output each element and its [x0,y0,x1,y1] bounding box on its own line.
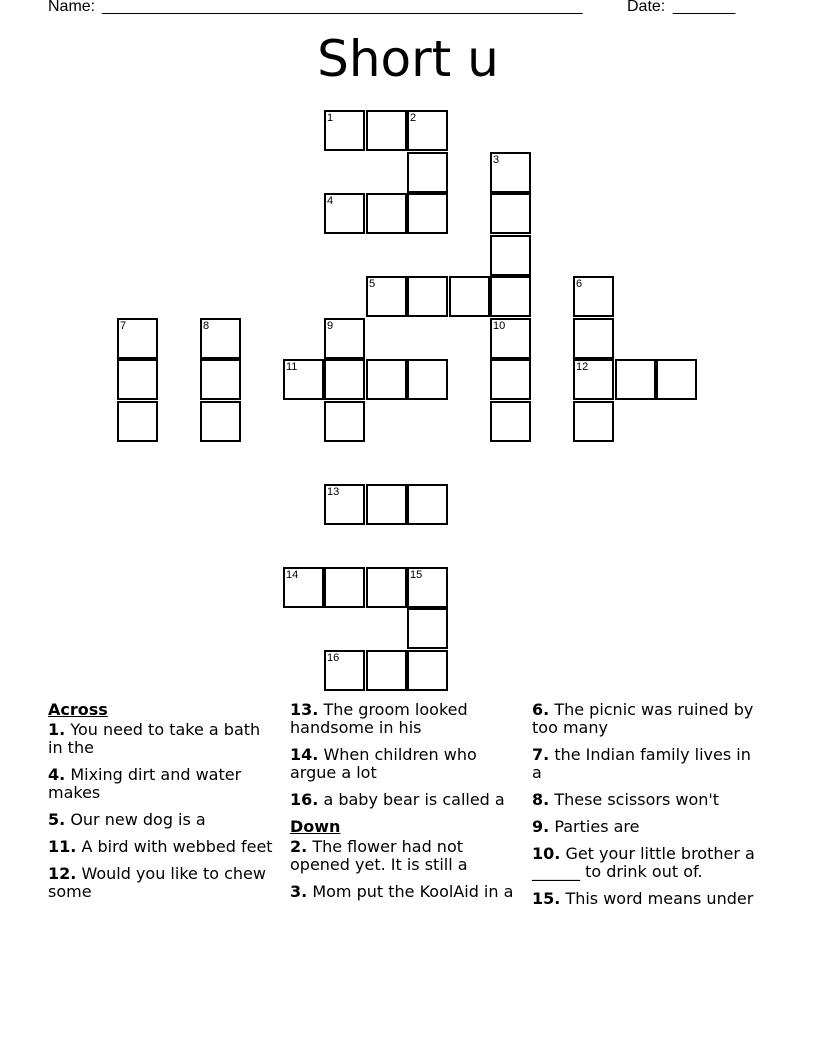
clue-number: 11. [48,837,77,856]
clue-number: 3. [290,882,308,901]
clue-across-4 [48,766,278,802]
clue-text: Mom put the KoolAid in a [312,882,514,901]
grid-cell[interactable] [283,567,324,608]
clue-text: a baby bear is called a [323,790,505,809]
grid-cell[interactable] [117,359,158,400]
clue-number: 13. [290,700,319,719]
cell-number: 13 [327,486,340,498]
clue-text: This word means under [565,889,754,908]
cell-number: 12 [576,361,589,373]
cell-number: 14 [286,569,299,581]
clue-down-10 [532,845,762,881]
grid-cell[interactable] [283,359,324,400]
clue-text: A bird with webbed feet [81,837,273,856]
clue-number: 5. [48,810,66,829]
clue-text: Would you like to chew some [48,864,266,901]
grid-cell[interactable] [490,276,531,317]
clue-down-8 [532,791,762,809]
grid-cell[interactable] [490,152,531,193]
cell-number: 15 [410,569,423,581]
grid-cell[interactable] [324,193,365,234]
cell-number: 6 [576,278,583,290]
clue-text: the Indian family lives in a [532,745,751,782]
clue-down-3 [290,883,520,901]
grid-cell[interactable] [324,110,365,151]
clue-down-9 [532,818,762,836]
down-heading: Down [290,817,341,836]
clue-number: 9. [532,817,550,836]
cell-number: 1 [327,112,334,124]
grid-cell[interactable] [200,318,241,359]
grid-cell[interactable] [407,359,448,400]
cell-number: 4 [327,195,334,207]
grid-cell[interactable] [407,484,448,525]
grid-cell[interactable] [366,484,407,525]
clue-column-2 [290,701,520,910]
grid-cell[interactable] [656,359,697,400]
page-title: Short u [317,30,499,88]
clue-text: These scissors won't [554,790,720,809]
grid-cell[interactable] [490,359,531,400]
cell-number: 8 [203,320,210,332]
grid-cell[interactable] [407,608,448,649]
clue-text: Our new dog is a [70,810,206,829]
cell-number: 9 [327,320,334,332]
grid-cell[interactable] [366,650,407,691]
cell-number: 11 [286,361,298,373]
clue-text: The groom looked handsome in his [290,700,468,737]
grid-cell[interactable] [573,401,614,442]
clue-number: 10. [532,844,561,863]
grid-cell[interactable] [117,401,158,442]
grid-cell[interactable] [407,110,448,151]
clue-text: Get your little brother a ______ to drink out of. [532,844,755,881]
name-field[interactable]: ______________________________________________________ [102,0,583,15]
grid-cell[interactable] [407,650,448,691]
cell-number: 2 [410,112,417,124]
grid-cell[interactable] [324,484,365,525]
clue-text: The picnic was ruined by too many [532,700,754,737]
grid-cell[interactable] [490,401,531,442]
clue-down-2 [290,838,520,874]
clue-down-15 [532,890,762,908]
clue-down-6 [532,701,762,737]
grid-cell[interactable] [573,359,614,400]
across-heading: Across [48,700,108,719]
grid-cell[interactable] [324,650,365,691]
date-field[interactable]: _______ [673,0,736,15]
cell-number: 16 [327,652,340,664]
clue-text: Mixing dirt and water makes [48,765,242,802]
grid-cell[interactable] [407,276,448,317]
clue-number: 7. [532,745,550,764]
grid-cell[interactable] [324,567,365,608]
clue-number: 12. [48,864,77,883]
clue-text: You need to take a bath in the [48,720,261,757]
grid-cell[interactable] [366,193,407,234]
clue-number: 8. [532,790,550,809]
clue-across-11 [48,838,278,856]
grid-cell[interactable] [573,276,614,317]
clue-number: 1. [48,720,66,739]
date-label: Date: [627,0,666,15]
grid-cell[interactable] [449,276,490,317]
grid-cell[interactable] [490,235,531,276]
clue-text: The flower had not opened yet. It is still a [290,837,468,874]
clue-number: 2. [290,837,308,856]
clue-column-1 [48,701,278,910]
cell-number: 7 [120,320,127,332]
grid-cell[interactable] [324,318,365,359]
clue-across-16 [290,791,520,809]
clue-text: When children who argue a lot [290,745,477,782]
grid-cell[interactable] [366,567,407,608]
cell-number: 5 [369,278,376,290]
grid-cell[interactable] [366,110,407,151]
clue-across-1 [48,721,278,757]
clue-across-5 [48,811,278,829]
grid-cell[interactable] [615,359,656,400]
clue-across-12 [48,865,278,901]
clue-number: 6. [532,700,550,719]
clue-down-7 [532,746,762,782]
clue-number: 14. [290,745,319,764]
grid-cell[interactable] [366,359,407,400]
grid-cell[interactable] [573,318,614,359]
name-label: Name: [48,0,96,15]
clue-number: 16. [290,790,319,809]
grid-cell[interactable] [117,318,158,359]
grid-cell[interactable] [324,401,365,442]
clue-number: 4. [48,765,66,784]
grid-cell[interactable] [407,193,448,234]
grid-cell[interactable] [407,567,448,608]
clue-column-3 [532,701,762,917]
clue-across-13 [290,701,520,737]
cell-number: 10 [493,320,506,332]
grid-cell[interactable] [407,152,448,193]
grid-cell[interactable] [324,359,365,400]
clue-number: 15. [532,889,561,908]
grid-cell[interactable] [200,359,241,400]
clue-across-14 [290,746,520,782]
grid-cell[interactable] [200,401,241,442]
grid-cell[interactable] [490,193,531,234]
cell-number: 3 [493,154,500,166]
grid-cell[interactable] [490,318,531,359]
clue-text: Parties are [554,817,640,836]
grid-cell[interactable] [366,276,407,317]
